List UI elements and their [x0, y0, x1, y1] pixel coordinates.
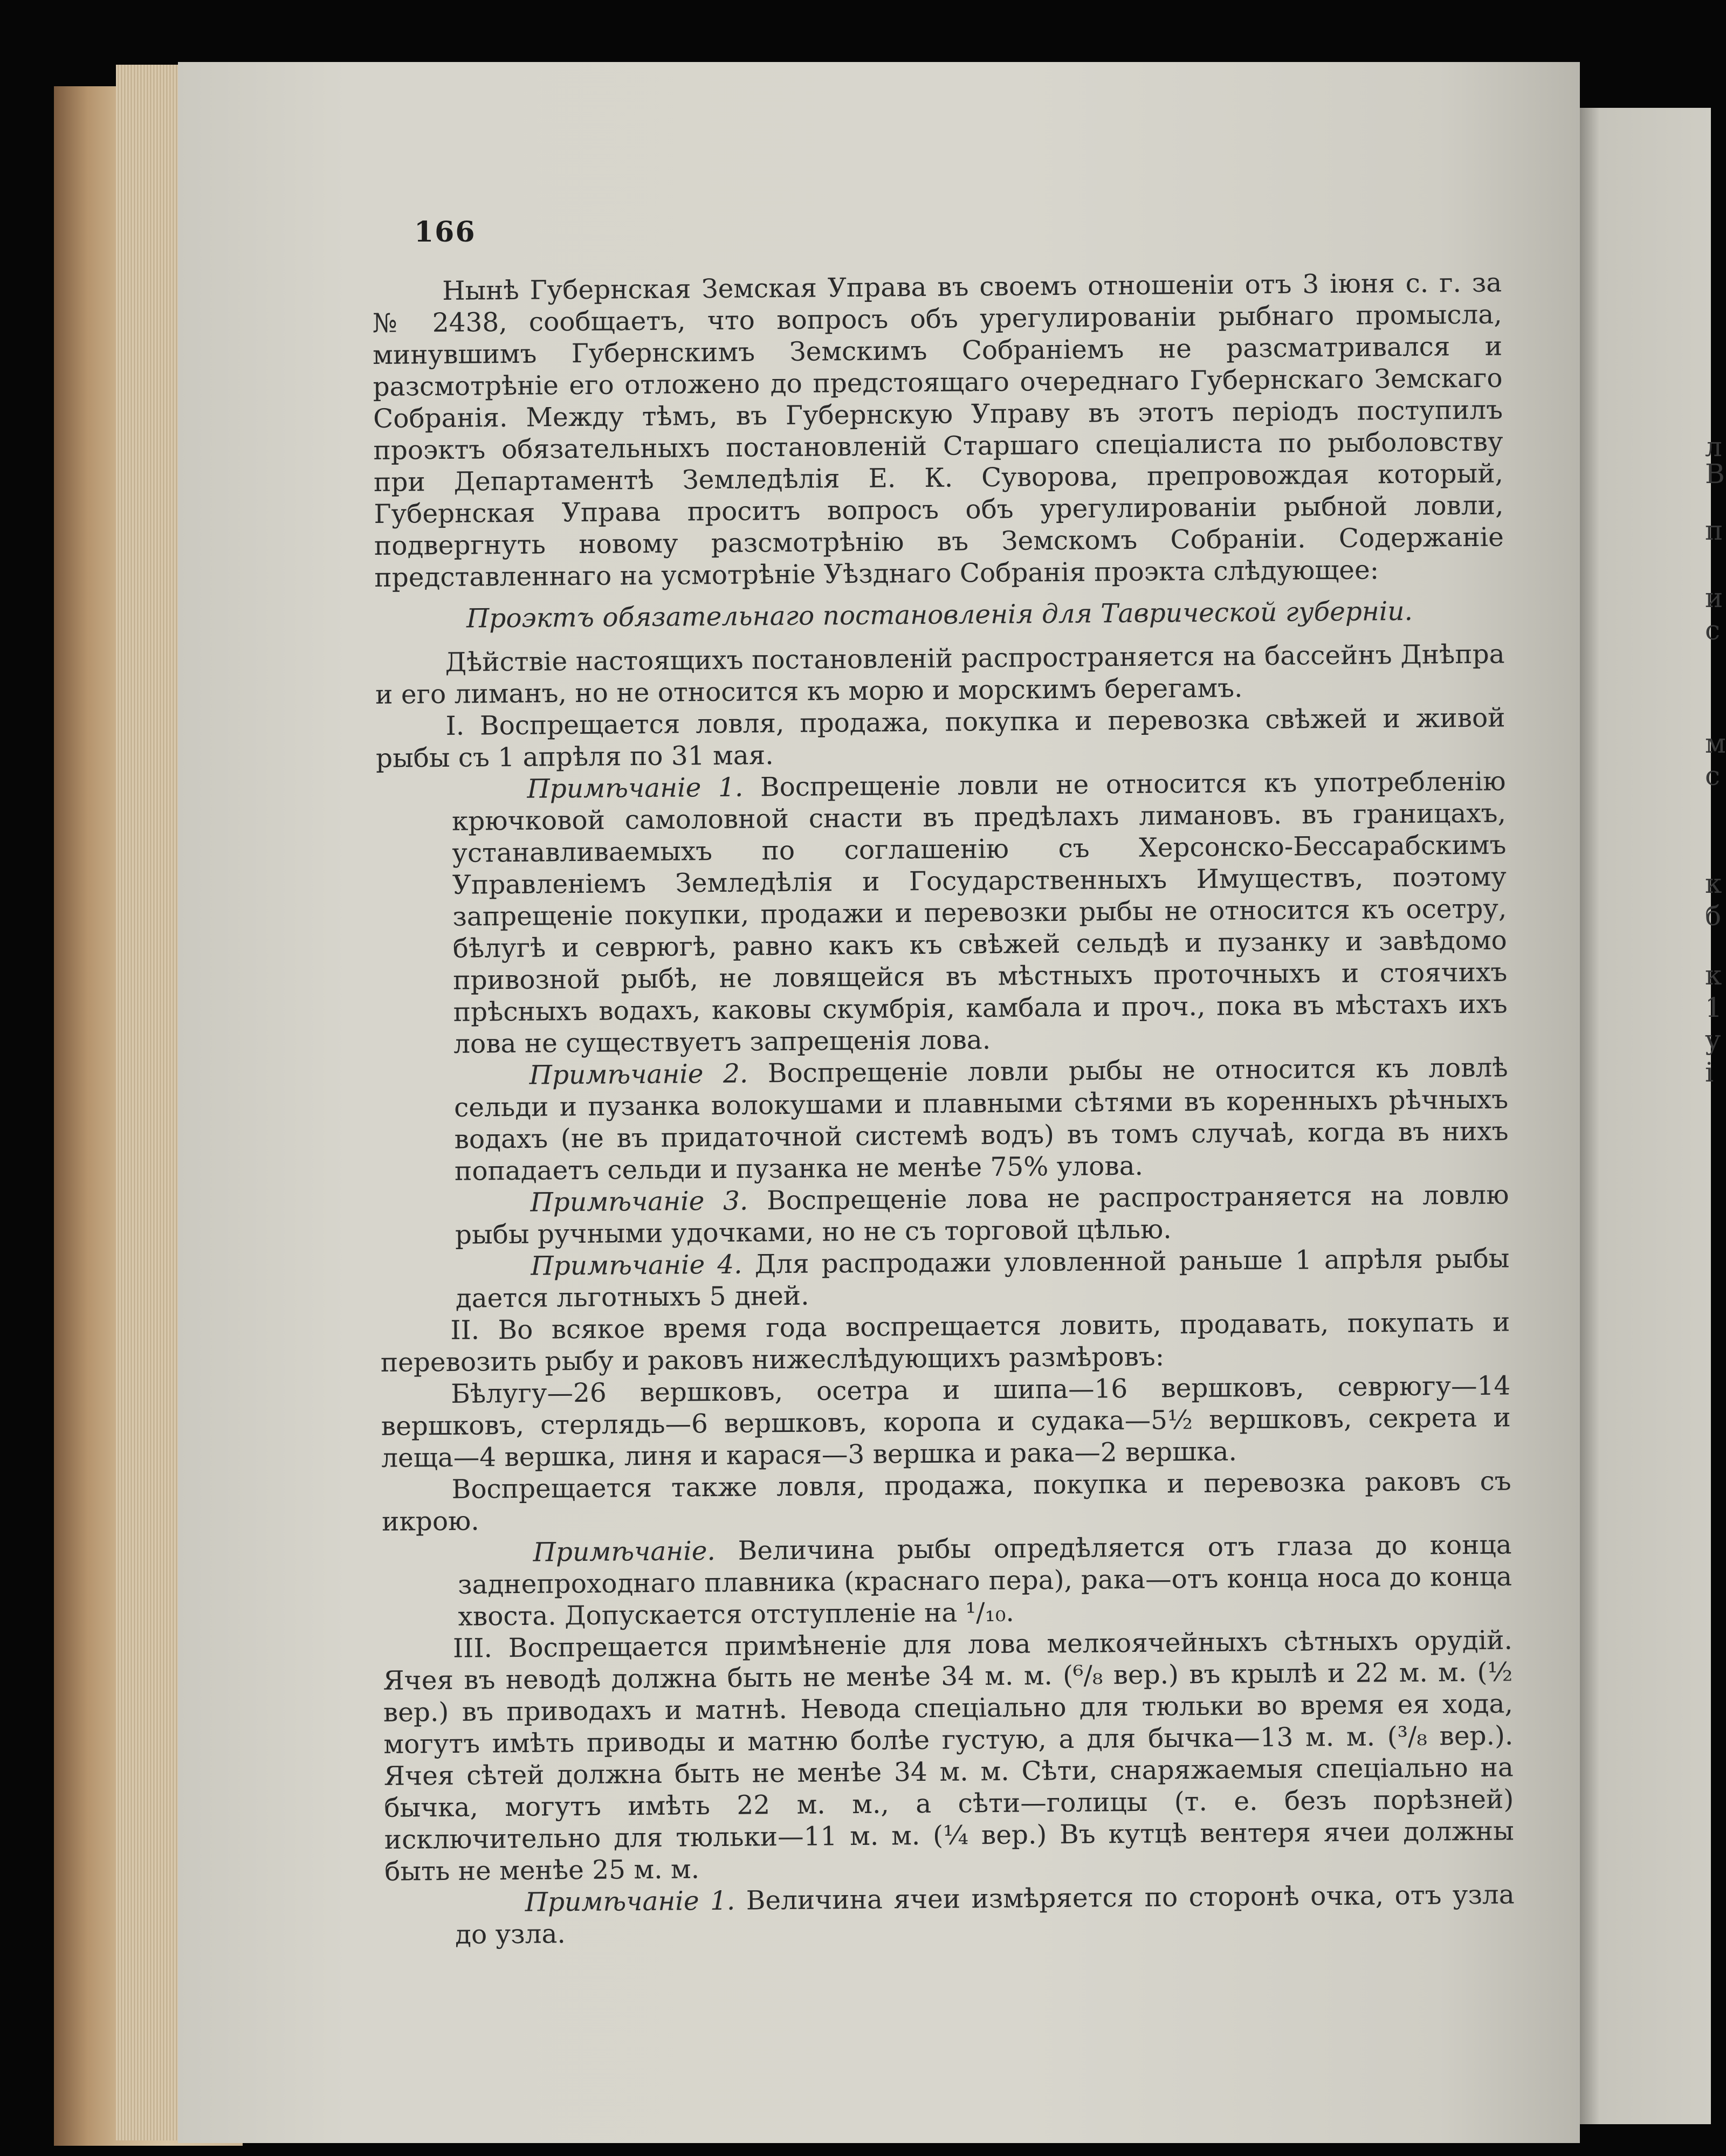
note-label: Примѣчанiе 4. — [531, 1249, 742, 1282]
note-3-paragraph — [379, 1179, 1509, 1251]
facing-fragment: у — [1705, 1024, 1721, 1056]
note-label: Примѣчанiе. — [533, 1536, 716, 1568]
note-2-paragraph — [378, 1052, 1509, 1188]
page-number: 166 — [414, 216, 476, 249]
page-body — [372, 267, 1515, 1952]
note-text: Воспрещенiе ловли рыбы не относится къ ловлѣ сельди и пузанка волокушами и плавными сѣтями въ коренныхъ рѣчныхъ водахъ (не въ придаточной системѣ водъ) въ томъ случаѣ, когда въ нихъ попадаетъ сельди и пузанка не менѣе 75% улова. — [453, 1052, 1509, 1187]
note-label: Примѣчанiе 3. — [530, 1186, 748, 1218]
note-text: Воспрещенiе лова не распространяется на ловлю рыбы ручными удочками, но не съ торговой цѣлью. — [455, 1180, 1509, 1250]
note-mesh-paragraph — [384, 1879, 1515, 1951]
intro-paragraph: Нынѣ Губернская Земская Управа въ своемъ отношенiи отъ 3 iюня с. г. за № 2438, сообщаетъ, что вопросъ объ урегулированiи рыбнаго промысла, минувшимъ Губернскимъ Земскимъ Собранiемъ не разсматривался и разсмотрѣнiе его отложено до предстоящаго очереднаго Губернскаго Земскаго Собранiя. Между тѣмъ, въ Губернскую Управу въ этотъ перiодъ поступилъ проэктъ обязательныхъ постановленiй Старшаго спецiалиста по рыболовству при Департаментѣ Земледѣлiя Е. К. Суворова, препровождая который, Губернская Управа проситъ вопросъ объ урегулированiи рыбной ловли, подвергнуть новому разсмотрѣнiю въ Земскомъ Собранiи. Содержанiе представленнаго на усмотрѣнiе Уѣзднаго Собранiя проэкта слѣдующее: — [372, 267, 1504, 593]
note-text: Воспрещенiе ловли не относится къ употребленiю крючковой самоловной снасти въ предѣлахъ лимановъ. въ границахъ, устанавливаемыхъ по соглашенiю съ Херсонско-Бессарабскимъ Управленiемъ Земледѣлiя и Государственныхъ Имуществъ, поэтому запрещенiе покупки, продажи и перевозки рыбы не относится къ осетру, бѣлугѣ и севрюгѣ, равно какъ къ свѣжей сельдѣ и пузанку и завѣдомо привозной рыбѣ, не ловящейся въ мѣстныхъ проточныхъ и стоячихъ прѣсныхъ водахъ, каковы скумбрiя, камбала и проч., пока въ мѣстахъ ихъ лова не существуетъ запрещенiя лова. — [451, 766, 1508, 1059]
note-label: Примѣчанiе 1. — [527, 772, 744, 804]
note-text: Величина ячеи измѣряется по сторонѣ очка, отъ узла до узла. — [455, 1879, 1515, 1950]
facing-page-edge — [1580, 108, 1726, 2124]
crayfish-paragraph: Воспрещается также ловля, продажа, покупка и перевозка раковъ съ икрою. — [381, 1466, 1511, 1537]
facing-fragment: л — [1705, 431, 1722, 463]
note-size-paragraph — [382, 1529, 1512, 1633]
facing-fragment: 1 — [1705, 992, 1722, 1023]
note-label: Примѣчанiе 2. — [529, 1058, 748, 1091]
note-4-paragraph — [380, 1243, 1510, 1315]
facing-fragment: к — [1705, 868, 1722, 899]
note-text: Для распродажи уловленной раньше 1 апрѣля рыбы дается льготныхъ 5 дней. — [455, 1243, 1510, 1314]
section-1-paragraph: I. Воспрещается ловля, продажа, покупка и перевозка свѣжей и живой рыбы съ 1 апрѣля по 31 мая. — [375, 702, 1505, 774]
facing-fragment: б — [1705, 900, 1722, 932]
facing-fragment: и — [1705, 582, 1723, 614]
project-title: Проэктъ обязательнаго постановленiя для Таврической губернiи. — [466, 596, 1413, 634]
facing-fragment: В — [1705, 458, 1725, 490]
note-1-paragraph — [376, 766, 1508, 1061]
facing-fragment: с — [1705, 615, 1721, 646]
section-3-paragraph: III. Воспрещается примѣненiе для лова мелкоячейныхъ сѣтныхъ орудiй. Ячея въ неводѣ должна быть не менѣе 34 м. м. (⁶/₈ вер.) въ крылѣ и 22 м. м. (½ вер.) въ приводахъ и матнѣ. Невода спецiально для тюльки во время ея хода, могутъ имѣть приводы и матню болѣе густую, а для бычка—13 м. м. (³/₈ вер.). Ячея сѣтей должна быть не менѣе 34 м. м. Сѣти, снаряжаемыя спецiально на бычка, могутъ имѣть 22 м. м., а сѣти—голицы (т. е. безъ порѣзней) исключительно для тюльки—11 м. м. (¼ вер.) Въ кутцѣ вентеря ячеи должны быть не менѣе 25 м. м. — [383, 1625, 1514, 1887]
note-label: Примѣчанiе 1. — [525, 1885, 735, 1918]
facing-fragment: п — [1705, 515, 1723, 546]
facing-fragment: i — [1705, 1057, 1714, 1088]
facing-fragment: к — [1705, 960, 1722, 991]
facing-fragment: м — [1705, 728, 1726, 759]
scope-paragraph: Дѣйствiе настоящихъ постановленiй распространяется на бассейнъ Днѣпра и его лиманъ, но не относится къ морю и морскимъ берегамъ. — [375, 639, 1505, 710]
section-2-paragraph: II. Во всякое время года воспрещается ловить, продавать, покупать и перевозить рыбу и раковъ нижеслѣдующихъ размѣровъ: — [380, 1307, 1510, 1378]
note-text: Величина рыбы опредѣляется отъ глаза до конца заднепроходнаго плавника (краснаго пера), рака—отъ конца носа до конца хвоста. Допускается отступленiе на ¹/₁₀. — [457, 1530, 1512, 1632]
facing-fragment: с — [1705, 760, 1721, 791]
sizes-paragraph: Бѣлугу—26 вершковъ, осетра и шипа—16 вершковъ, севрюгу—14 вершковъ, стерлядь—6 вершковъ, коропа и судака—5½ вершковъ, секрета и леща—4 вершка, линя и карася—3 вершка и рака—2 вершка. — [381, 1370, 1511, 1473]
